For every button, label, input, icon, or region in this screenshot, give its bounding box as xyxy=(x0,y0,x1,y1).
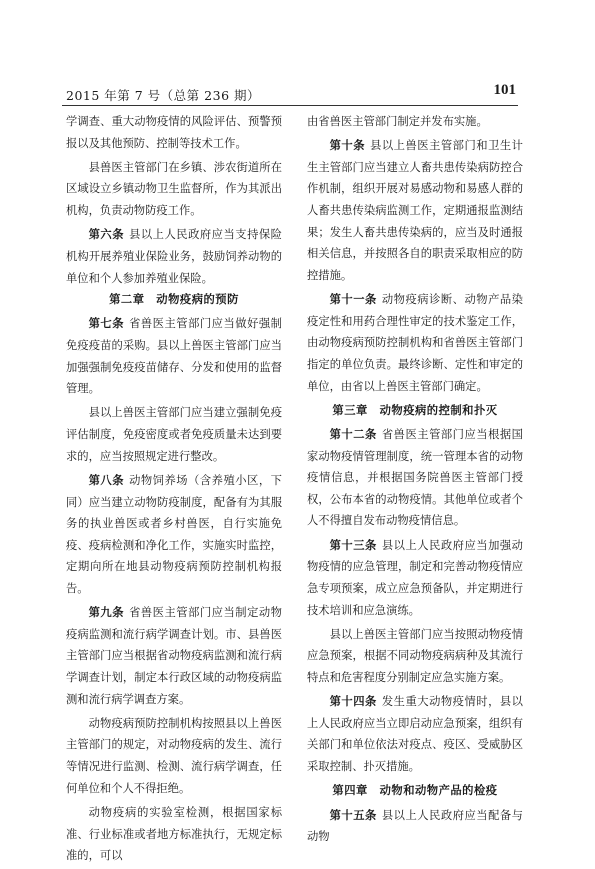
article-number: 第十二条 xyxy=(329,427,377,442)
article-paragraph xyxy=(66,224,282,289)
article-number: 第十五条 xyxy=(329,807,377,822)
article-text: 县以上人民政府应当配备与动物 xyxy=(307,808,523,844)
article-text: 省兽医主管部门应当根据国家动物疫情管理制度，统一管理本省的动物疫情信息，并根据国务院兽医主管部门授权，公布本省的动物疫情。其他单位或者个人不得擅自发布动物疫情信息。 xyxy=(307,428,523,528)
page-header xyxy=(66,82,516,106)
page-number: 101 xyxy=(493,82,516,98)
article-number: 第八条 xyxy=(88,472,124,487)
article-paragraph xyxy=(307,805,523,848)
article-text: 动物饲养场（含养殖小区，下同）应当建立动物防疫制度，配备有为其服务的执业兽医或者乡村兽医，自行实施免疫、疫病检测和净化工作，实施实时监控，定期向所在地县动物疫病预防控制机构报告。 xyxy=(66,473,282,595)
article-number: 第十四条 xyxy=(329,694,377,709)
article-text: 发生重大动物疫情时，县以上人民政府应当立即启动应急预案，组织有关部门和单位依法对疫点、疫区、受威胁区采取控制、扑灭措施。 xyxy=(307,695,523,774)
paragraph: 由省兽医主管部门制定并发布实施。 xyxy=(307,115,488,128)
article-paragraph xyxy=(307,135,523,286)
article-text: 县以上人民政府应当加强动物疫情的应急管理，制定和完善动物疫情应急专项预案，成立应急预备队，并定期进行技术培训和应急演练。 xyxy=(307,538,523,617)
paragraph: 县以上兽医主管部门应当按照动物疫情应急预案，根据不同动物疫病病种及其流行特点和危害程度分别制定应急实施方案。 xyxy=(307,627,523,684)
paragraph: 县以上兽医主管部门应当建立强制免疫评估制度，免疫密度或者免疫质量未达到要求的，应当按照规定进行整改。 xyxy=(66,406,282,463)
article-number: 第十一条 xyxy=(329,292,377,307)
header-rule xyxy=(62,105,518,106)
article-paragraph xyxy=(307,289,523,397)
article-number: 第十三条 xyxy=(329,537,377,552)
chapter-heading: 第三章 动物疫病的控制和扑灭 xyxy=(332,402,498,417)
article-paragraph xyxy=(307,535,523,621)
chapter-heading: 第四章 动物和动物产品的检疫 xyxy=(332,783,498,798)
article-paragraph xyxy=(66,470,282,600)
article-number: 第九条 xyxy=(88,605,124,620)
article-paragraph xyxy=(66,602,282,710)
article-number: 第六条 xyxy=(88,227,124,242)
article-paragraph xyxy=(307,691,523,777)
article-text: 县以上人民政府应当支持保险机构开展养殖业保险业务，鼓励饲养动物的单位和个人参加养殖业保险。 xyxy=(66,228,282,285)
paragraph: 县兽医主管部门在乡镇、涉农街道所在区域设立乡镇动物卫生监督所，作为其派出机构，负责动物防疫工作。 xyxy=(66,160,282,218)
article-text: 省兽医主管部门应当制定动物疫病监测和流行病学调查计划。市、县兽医主管部门应当根据省动物疫病监测和流行病学调查计划，制定本行政区域的动物疫病监测和流行病学调查方案。 xyxy=(66,606,282,706)
article-text: 省兽医主管部门应当做好强制免疫疫苗的采购。县以上兽医主管部门应当加强强制免疫疫苗储存、分发和使用的监督管理。 xyxy=(66,317,282,396)
article-number: 第十条 xyxy=(329,138,365,153)
paragraph: 动物疫病预防控制机构按照县以上兽医主管部门的规定，对动物疫病的发生、流行等情况进行监测、检测、流行病学调查，任何单位和个人不得拒绝。 xyxy=(66,716,282,795)
article-paragraph xyxy=(307,424,523,532)
article-paragraph xyxy=(66,313,282,399)
issue-info: 2015 年第 7 号（总第 236 期） xyxy=(66,88,260,103)
paragraph: 动物疫病的实验室检测，根据国家标准、行业标准或者地方标准执行，无规定标准的，可以 xyxy=(66,805,282,863)
chapter-heading: 第二章 动物疫病的预防 xyxy=(109,292,239,307)
article-text: 县以上兽医主管部门和卫生计生主管部门应当建立人畜共患传染病防控合作机制，组织开展对易感动物和易感人群的人畜共患传染病监测工作，定期通报监测结果；发生人畜共患传染病的，应当及时通报相关信息，并按照各自的职责采取相应的防控措施。 xyxy=(307,139,523,282)
right-column xyxy=(307,111,523,850)
paragraph: 学调查、重大动物疫情的风险评估、预警预报以及其他预防、控制等技术工作。 xyxy=(66,115,282,150)
article-number: 第七条 xyxy=(88,316,124,331)
left-column xyxy=(66,111,282,869)
article-text: 动物疫病诊断、动物产品染疫定性和用药合理性审定的技术鉴定工作，由动物疫病预防控制机构和省兽医主管部门指定的单位负责。最终诊断、定性和审定的单位，由省以上兽医主管部门确定。 xyxy=(307,293,523,393)
